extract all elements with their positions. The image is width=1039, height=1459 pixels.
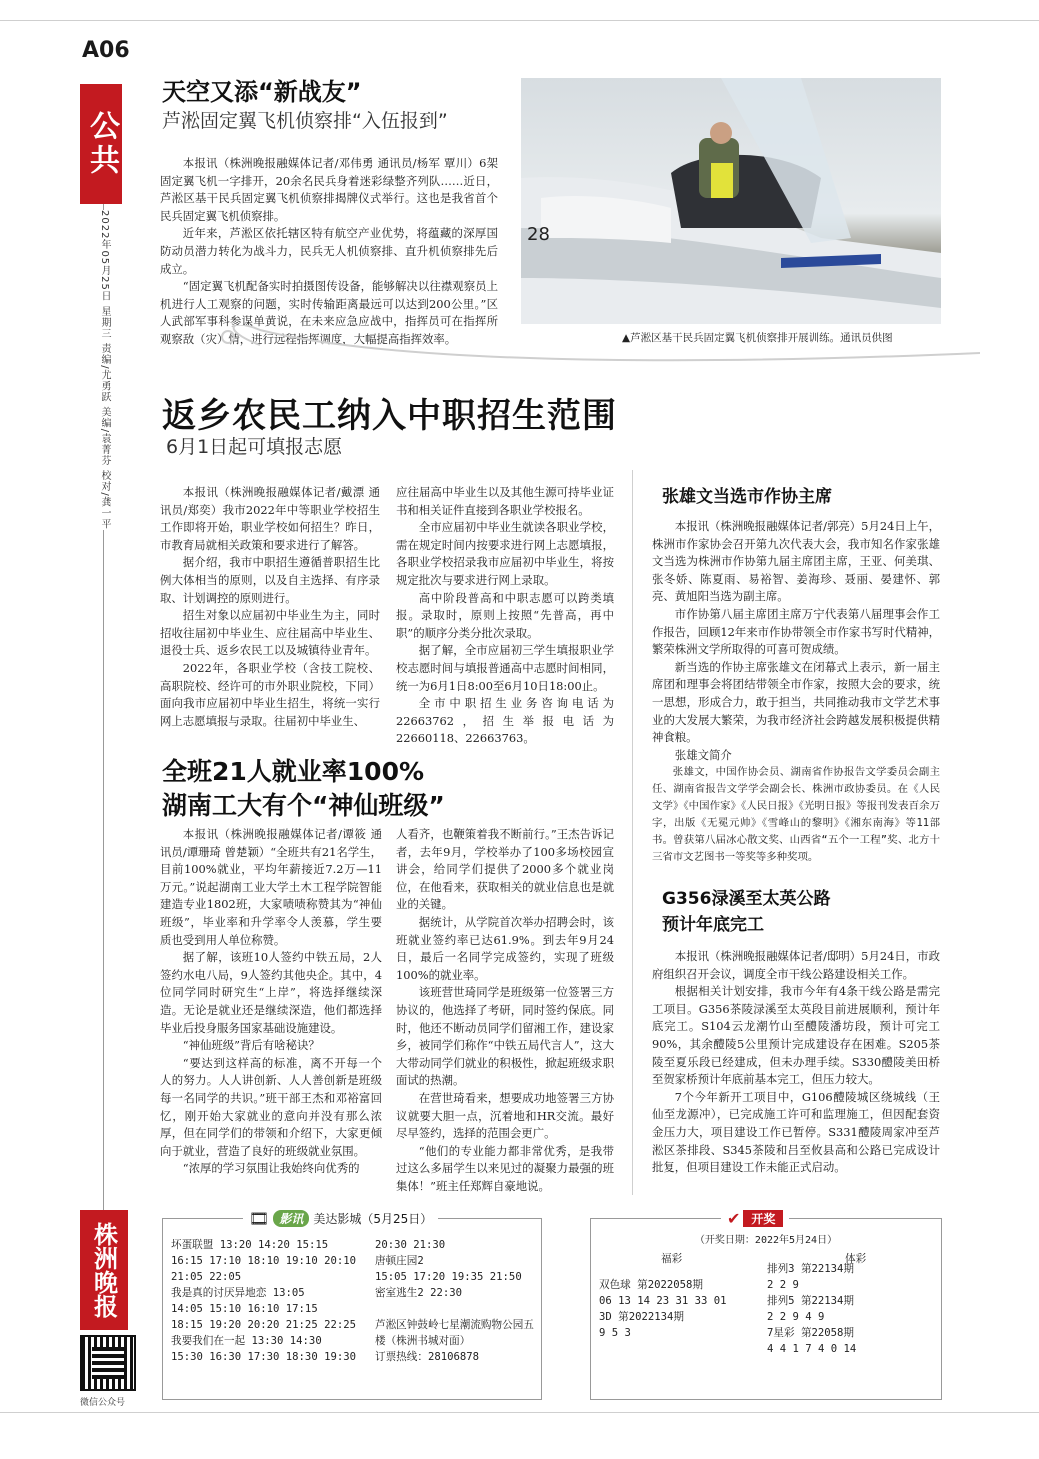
article4-title: 张雄文当选市作协主席: [662, 487, 832, 507]
article3-paragraph: “他们的专业能力都非常优秀，是我带过这么多届学生以来见过的凝聚力最强的班集体！”班主任郑辉自豪地说。: [396, 1143, 614, 1193]
article2-paragraph: 全市中职招生业务咨询电话为22663762，招生举报电话为22660118、22663763。: [396, 696, 614, 746]
article4-bio-title: 张雄文简介: [674, 747, 732, 762]
lottery-line: 06 13 14 23 31 33 01: [599, 1295, 727, 1307]
lottery-date: （开奖日期：2022年5月24日）: [694, 1235, 838, 1246]
lottery-line: 排列3 第22134期: [767, 1263, 855, 1275]
cinema-header: [243, 1209, 438, 1228]
page-meta: 2022年05月25日 星期三 责编/尤勇跃 美编/袁菁芬 校对/龚一平: [99, 210, 110, 530]
article2-title: 返乡农民工纳入中职招生范围: [162, 396, 617, 436]
cinema-listing: [162, 1209, 542, 1400]
article1-paragraph: 近年来，芦淞区依托辖区特有航空产业优势，将蕴藏的深厚国防动员潜力转化为战斗力，民兵无人机侦察排、直升机侦察排先后成立。: [160, 226, 498, 276]
lottery-line: 3D 第2022134期: [599, 1311, 684, 1323]
article4-paragraph: 本报讯（株洲晚报融媒体记者/郭亮）5月24日上午，株洲市作家协会召开第九次代表大会，我市知名作家张雄文当选为株洲市作协第九届主席团主席，王亚、何美琪、张冬娇、陈夏雨、易裕智、姜海珍、聂丽、晏建怀、郭亮、黄旭阳当选为副主席。: [652, 519, 940, 604]
lottery-line: 9 5 3: [599, 1327, 631, 1339]
swoosh-divider: [200, 325, 980, 365]
column-rule: [632, 470, 633, 1195]
showtime-line: 16:15 17:10 18:10 19:10 20:10: [171, 1255, 356, 1267]
page-number: A06: [82, 38, 130, 63]
article5-paragraph: 7个今年新开工项目中，G106醴陵城区绕城线（王仙至龙源冲），已完成施工许可和监理施工，但因配套资金压力大，项目建设工作已暂停。S331醴陵周家冲至芦淞区茶排段、S345茶陵和吕至攸县高和公路已完成设计批复，但项目建设工作未能正式启动。: [652, 1089, 940, 1175]
article1-title: 天空又添“新战友”: [162, 78, 362, 106]
article3-paragraph: 该班营世琦同学是班级第一位签署三方协议的，他选择了考研，同时签约保底。同时，他还不断动员同学们留湘工作，建设家乡，被同学们称作“中铁五局代言人”，这大大带动同学们就业的积极性，掀起班级求职面试的热潮。: [396, 985, 614, 1088]
article3-paragraph: 据统计，从学院首次举办招聘会时，该班就业签约率已达61.9%。到去年9月24日，最后一名同学完成签约，实现了班级100%的就业率。: [396, 914, 614, 982]
checkmark-icon: ✔: [727, 1209, 741, 1228]
article2-subtitle: 6月1日起可填报志愿: [166, 436, 343, 458]
cinema-col2: [375, 1237, 539, 1365]
film-icon: 🎞: [249, 1209, 270, 1228]
showtime-line: 坏蛋联盟 13:20 14:20 15:15: [171, 1239, 329, 1251]
showtime-line: 21:05 22:05: [171, 1271, 242, 1283]
cinema-address: 芦淞区钟鼓岭七星潮流购物公园五: [375, 1319, 534, 1331]
article3-paragraph: “要达到这样高的标准，离不开每一个人的努力。人人讲创新、人人善创新是班级每一名同学的共识。”班干部王杰和邓裕富回忆，刚开始大家就业的意向并没有那么浓厚，但在同学们的带领和介绍下，大家更倾向于就业，营造了良好的班级就业氛围。: [160, 1055, 382, 1158]
article2-col1: [160, 484, 380, 730]
article4-bio: 张雄文，中国作协会员、湖南省作协报告文学委员会副主任、湖南省报告文学学会副会长、株洲市政协委员。在《人民文学》《中国作家》《人民日报》《光明日报》等报刊发表百余万字，出版《无冕元帅》《雪峰山的黎明》《湘东南海》等11部书。曾获第八届冰心散文奖、山西省“五个一工程”奖、北方十三省市文艺图书一等奖等多种奖项。: [652, 766, 940, 864]
showtime-line: 密室逃生2 22:30: [375, 1287, 463, 1299]
lottery-header: [721, 1209, 789, 1228]
cinema-col1: [171, 1237, 371, 1365]
fucai-results: [599, 1277, 769, 1341]
showtime-line: 唐顿庄园2: [375, 1255, 424, 1267]
article1-body: [160, 155, 498, 349]
article2-paragraph: 应往届高中毕业生以及其他生源可持毕业证书和相关证件直接到各职业学校报名。: [396, 485, 614, 517]
article5-title-line1: G356渌溪至太英公路: [662, 889, 831, 909]
article3-paragraph: 据了解，该班10人签约中铁五局，2人签约水电八局，9人签约其他央企。其中，4位同学同时研究生“上岸”，将选择继续深造。无论是就业还是继续深造，他们都选择毕业后投身服务国家基础设施建设。: [160, 950, 382, 1035]
showtime-line: 20:30 21:30: [375, 1239, 446, 1251]
lottery-line: 排列5 第22134期: [767, 1295, 855, 1307]
photo-caption: ▲芦淞区基干民兵固定翼飞机侦察排开展训练。通讯员供图: [622, 332, 893, 344]
section-label: 公共: [80, 84, 122, 204]
lottery-results: [590, 1209, 942, 1400]
ticai-results: [767, 1261, 937, 1357]
showtime-line: 14:05 15:10 16:10 17:15: [171, 1303, 318, 1315]
article2-paragraph: 据介绍，我市中职招生遵循普职招生比例大体相当的原则，以及自主选择、有序录取、计划调控的原则进行。: [160, 555, 380, 605]
article5-title-line2: 预计年底完工: [662, 915, 764, 935]
lottery-line: 2 2 9 4 9: [767, 1311, 825, 1323]
lottery-label: 开奖: [743, 1210, 783, 1227]
qr-code-icon[interactable]: [80, 1335, 136, 1391]
article3-paragraph: 本报讯（株洲晚报融媒体记者/谭筱 通讯员/谭珊琦 曾楚颖）“全班共有21名学生，目前100%就业，平均年薪接近7.2万—11万元。”说起湖南工业大学土木工程学院智能建造专业1802班，大家啧啧称赞其为“神仙班级”，毕业率和升学率令人羡慕，学生要质也受到用人单位称赞。: [160, 827, 382, 947]
article1-paragraph: 本报讯（株洲晚报融媒体记者/邓伟勇 通讯员/杨军 覃川）6架固定翼飞机一字排开，20余名民兵身着迷彩绿整齐列队……近日，芦淞区基干民兵固定翼飞机侦察排揭牌仪式举行。这也是我省首个民兵固定翼飞机侦察排。: [160, 156, 498, 223]
article3-col1: [160, 826, 382, 1178]
article5-paragraph: 本报讯（株洲晚报融媒体记者/邸明）5月24日，市政府组织召开会议，调度全市干线公路建设相关工作。: [652, 949, 940, 981]
newspaper-logo: 株洲晚报: [80, 1210, 128, 1330]
ticai-label: 体彩: [845, 1253, 867, 1265]
article3-paragraph: 在营世琦看来，想要成功地签署三方协议就要大胆一点，沉着地和HR交流。最好尽早签约，选择的范围会更广。: [396, 1090, 614, 1141]
article3-paragraph: 人看齐，也鞭策着我不断前行。”王杰告诉记者，去年9月，学校举办了100多场校园宣讲会，给同学们提供了2000多个就业岗位，在他看来，获取相关的就业信息也是就业的关键。: [396, 827, 614, 912]
lottery-line: 4 4 1 7 4 0 14: [767, 1343, 857, 1355]
showtime-line: 我要我们在一起 13:30 14:30: [171, 1335, 322, 1347]
article2-paragraph: 本报讯（株洲晚报融媒体记者/戴漂 通讯员/郑奕）我市2022年中等职业学校招生工作即将开始，职业学校如何招生？昨日，市教育局就相关政策和要求进行了解答。: [160, 485, 380, 552]
article3-title-line2: 湖南工大有个“神仙班级”: [162, 791, 445, 820]
article1-photo: [521, 78, 941, 324]
lottery-line: 2 2 9: [767, 1279, 799, 1291]
cinema-address: 楼（株洲书城对面）: [375, 1335, 471, 1347]
article3-col2: [396, 826, 614, 1195]
plane-number: 28: [527, 224, 550, 245]
article4-paragraph: 市作协第八届主席团主席万宁代表第八届理事会作工作报告，回顾12年来市作协带领全市作家书写时代精神，繁荣株洲文学所取得的可喜可贺成绩。: [652, 606, 940, 657]
lottery-line: 双色球 第2022058期: [599, 1279, 703, 1291]
article3-title-line1: 全班21人就业率100%: [162, 757, 425, 786]
article2-paragraph: 招生对象以应届初中毕业生为主，同时招收往届初中毕业生、应往届高中毕业生、退役士兵、返乡农民工以及城镇待业青年。: [160, 608, 380, 658]
article2-paragraph: 2022年，各职业学校（含技工院校、高职院校、经许可的市外职业院校，下同）面向我市应届初中毕业生招生，将统一实行网上志愿填报与录取。往届初中毕业生、: [160, 660, 380, 728]
airplane-photo: [521, 78, 941, 324]
article4-paragraph: 新当选的作协主席张雄文在闭幕式上表示，新一届主席团和理事会将团结带领全市作家，按照大会的要求，统一思想，形成合力，敢于担当，共同推动我市文学艺术事业的大发展大繁荣，为我市经济社会跨越发展积极提供精神食粮。: [652, 659, 940, 745]
cinema-label: 影讯: [273, 1210, 309, 1227]
showtime-line: 18:15 19:20 20:20 21:25 22:25: [171, 1319, 356, 1331]
article2-col2: [396, 484, 614, 748]
article1-subtitle: 芦淞固定翼飞机侦察排“入伍报到”: [162, 110, 448, 132]
lottery-line: 7星彩 第22058期: [767, 1327, 855, 1339]
article4-body: [652, 518, 940, 866]
cinema-venue: 美达影城（5月25日）: [313, 1212, 433, 1226]
fucai-label: 福彩: [661, 1253, 683, 1265]
article5-paragraph: 根据相关计划安排，我市今年有4条干线公路是需完工项目。G356茶陵渌溪至太英段目前进展顺利，预计年底完工。S104云龙潮竹山至醴陵潘坊段，预计可完工90%，其余醴陵5公里预计完成建设存在困难。S205茶陵至夏乐段已经建成，但未办理手续。S330醴陵美田桥至贺家桥预计年底前基本完工，但压力较大。: [652, 984, 940, 1087]
showtime-line: 我是真的讨厌异地恋 13:05: [171, 1287, 305, 1299]
article2-paragraph: 据了解，全市应届初三学生填报职业学校志愿时间与填报普通高中志愿时间相同，统一为6月1日8:00至6月10日18:00止。: [396, 643, 614, 693]
showtime-line: 15:05 17:20 19:35 21:50: [375, 1271, 522, 1283]
article5-body: [652, 948, 940, 1177]
article2-paragraph: 全市应届初中毕业生就读各职业学校，需在规定时间内按要求进行网上志愿填报，各职业学校招录我市应届初中毕业生，将按规定批次与要求进行网上录取。: [396, 520, 614, 587]
bottom-rule: [0, 1412, 1039, 1413]
top-rule: [0, 20, 1039, 21]
article1-paragraph: “固定翼飞机配备实时拍摄图传设备，能够解决以往襟观察员上机进行人工观察的问题，实时传输距离最远可以达到200公里。”区人武部军事科参谋单黄说，在未来应急应战中，指挥员可在指挥所观察敌（灾）情，进行远程指挥调度，大幅提高指挥效率。: [160, 279, 498, 346]
spacer: [375, 1301, 539, 1317]
article3-paragraph: “浓厚的学习氛围让我始终向优秀的: [182, 1161, 360, 1176]
article3-paragraph: “神仙班级”背后有啥秘诀？: [182, 1038, 320, 1053]
cinema-hotline: 订票热线：28106878: [375, 1351, 479, 1363]
showtime-line: 15:30 16:30 17:30 18:30 19:30: [171, 1351, 356, 1363]
article2-paragraph: 高中阶段普高和中职志愿可以跨类填报。录取时，原则上按照“先普高，再中职”的顺序分类分批次录取。: [396, 590, 614, 640]
qr-label: 微信公众号: [80, 1398, 126, 1408]
